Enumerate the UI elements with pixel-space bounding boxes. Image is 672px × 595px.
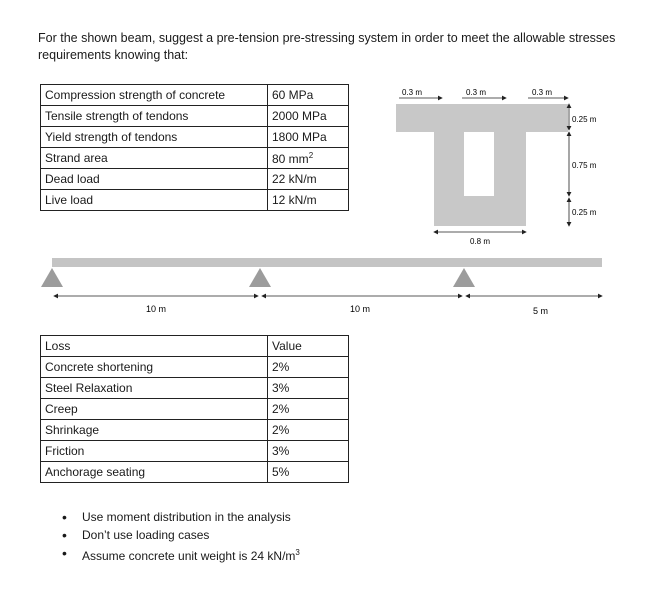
span-label: 10 m — [146, 304, 167, 314]
loss-name: Shrinkage — [41, 420, 268, 441]
cross-section-diagram — [390, 82, 630, 252]
column-header: Loss — [41, 336, 268, 357]
loss-value: 2% — [268, 399, 349, 420]
problem-statement: For the shown beam, suggest a pre-tension pre-stressing system in order to meet the allowable stresses requirements knowing that: — [38, 31, 616, 62]
property-name: Yield strength of tendons — [41, 127, 268, 148]
loss-name: Concrete shortening — [41, 357, 268, 378]
table-row — [41, 399, 349, 420]
property-value: 2000 MPa — [268, 106, 349, 127]
dim-label-right: 0.75 m — [572, 161, 597, 170]
note-text: Assume concrete unit weight is 24 kN/m — [82, 549, 296, 563]
note-item: • Use moment distribution in the analysis — [62, 508, 300, 526]
dim-label-right: 0.25 m — [572, 115, 597, 124]
property-name: Tensile strength of tendons — [41, 106, 268, 127]
table-row — [41, 106, 349, 127]
property-value: 60 MPa — [268, 85, 349, 106]
table-row — [41, 127, 349, 148]
losses-table — [40, 335, 349, 483]
support-b — [249, 268, 271, 287]
loss-value: 2% — [268, 420, 349, 441]
dim-label-top: 0.3 m — [532, 88, 553, 97]
dim-label-bottom: 0.8 m — [470, 237, 491, 246]
loss-name: Friction — [41, 441, 268, 462]
property-value: 12 kN/m — [268, 190, 349, 211]
loss-value: 2% — [268, 357, 349, 378]
property-name: Dead load — [41, 169, 268, 190]
material-properties-table — [40, 84, 349, 211]
table-row — [41, 357, 349, 378]
table-row — [41, 190, 349, 211]
property-name: Live load — [41, 190, 268, 211]
table-header-row — [41, 336, 349, 357]
support-a — [41, 268, 63, 287]
table-row — [41, 462, 349, 483]
span-label: 10 m — [350, 304, 371, 314]
beam-diagram — [30, 252, 620, 322]
loss-name: Creep — [41, 399, 268, 420]
loss-value: 5% — [268, 462, 349, 483]
column-header: Value — [268, 336, 349, 357]
table-row — [41, 169, 349, 190]
support-c — [453, 268, 475, 287]
dim-label-top: 0.3 m — [402, 88, 423, 97]
top-flange — [396, 104, 568, 132]
strand-area-value: 80 mm — [272, 151, 309, 166]
superscript: 2 — [308, 150, 314, 160]
note-item — [62, 544, 300, 565]
note-item: • Don’t use loading cases — [62, 526, 300, 544]
dim-label-right: 0.25 m — [572, 208, 597, 217]
table-row — [41, 378, 349, 399]
property-value: 1800 MPa — [268, 127, 349, 148]
loss-value: 3% — [268, 378, 349, 399]
beam-member — [52, 258, 602, 267]
superscript: 3 — [295, 548, 300, 557]
table-row — [41, 420, 349, 441]
dim-label-top: 0.3 m — [466, 88, 487, 97]
property-name: Compression strength of concrete — [41, 85, 268, 106]
web-void — [464, 132, 494, 196]
table-row — [41, 148, 349, 169]
property-name: Strand area — [41, 148, 268, 169]
loss-name: Anchorage seating — [41, 462, 268, 483]
loss-value: 3% — [268, 441, 349, 462]
property-value — [268, 148, 349, 169]
table-row — [41, 85, 349, 106]
span-label: 5 m — [533, 306, 549, 316]
table-row — [41, 441, 349, 462]
property-value: 22 kN/m — [268, 169, 349, 190]
loss-name: Steel Relaxation — [41, 378, 268, 399]
notes-list — [62, 508, 300, 565]
